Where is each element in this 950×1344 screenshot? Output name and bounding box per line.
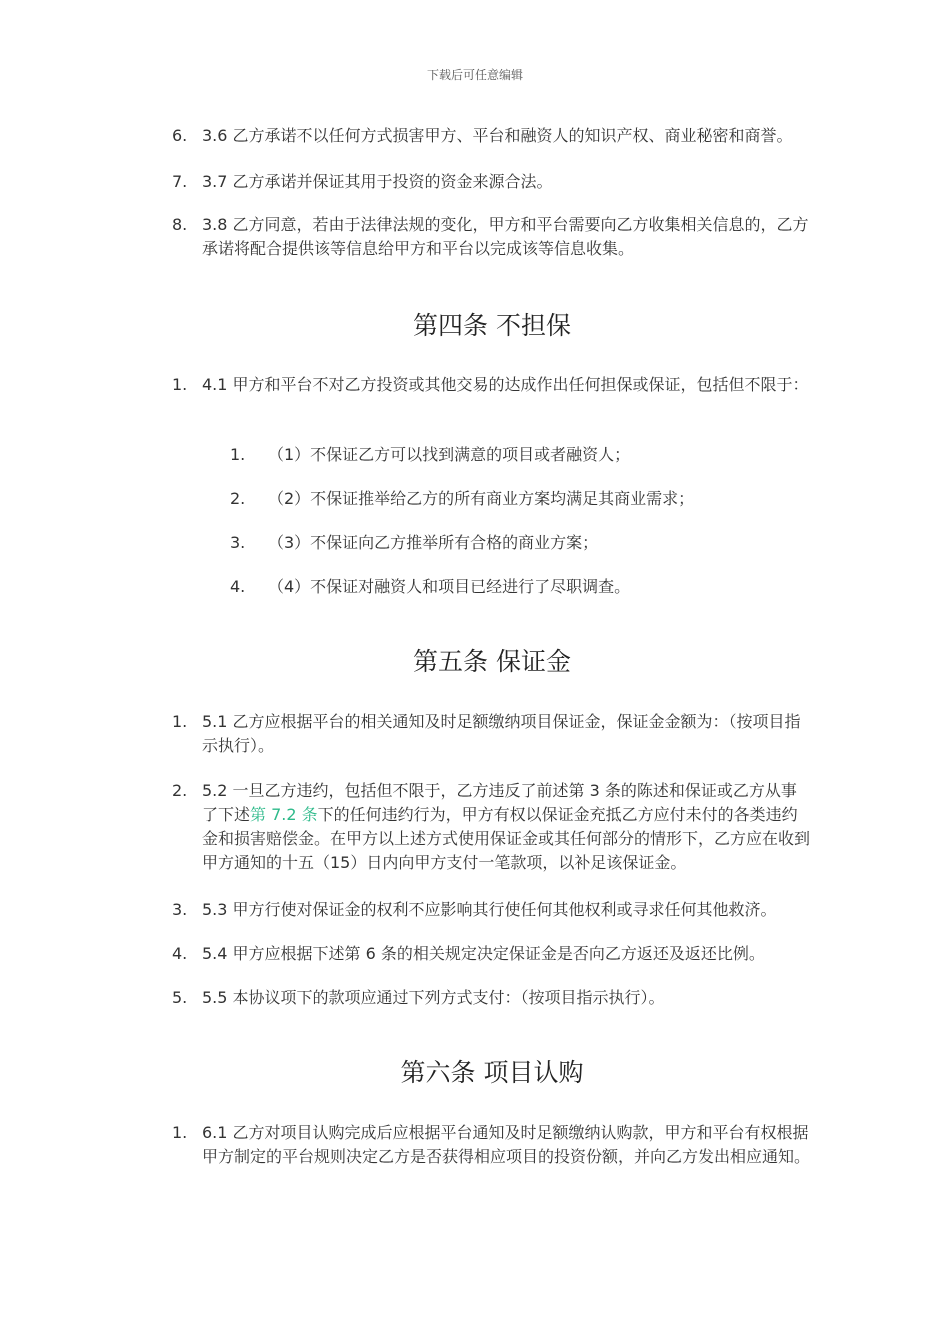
list-text bbox=[202, 779, 812, 875]
list-text: （1）不保证乙方可以找到满意的项目或者融资人； bbox=[268, 445, 631, 464]
list-number: 2. bbox=[230, 489, 246, 508]
list-text: （2）不保证推举给乙方的所有商业方案均满足其商业需求； bbox=[268, 489, 695, 508]
list-text: 5.1 乙方应根据平台的相关通知及时足额缴纳项目保证金，保证金金额为：（按项目指示执行）。 bbox=[202, 712, 801, 755]
list-number: 3. bbox=[172, 900, 188, 919]
list-text: 5.3 甲方行使对保证金的权利不应影响其行使任何其他权利或寻求任何其他救济。 bbox=[202, 900, 777, 919]
list-number: 5. bbox=[172, 988, 188, 1007]
list-text: 5.4 甲方应根据下述第 6 条的相关规定决定保证金是否向乙方返还及返还比例。 bbox=[202, 944, 765, 963]
section-heading-6: 第六条 项目认购 bbox=[400, 1058, 584, 1087]
list-number: 1. bbox=[172, 1123, 188, 1142]
list-text: 5.5 本协议项下的款项应通过下列方式支付：（按项目指示执行）。 bbox=[202, 988, 665, 1007]
list-text: 3.6 乙方承诺不以任何方式损害甲方、平台和融资人的知识产权、商业秘密和商誉。 bbox=[202, 126, 793, 145]
list-number: 2. bbox=[172, 781, 188, 800]
clause-text-after: 下的任何违约行为，甲方有权以保证金充抵乙方应付未付的各类违约金和损害赔偿金。在甲方以上述方式使用保证金或其任何部分的情形下，乙方应在收到甲方通知的十五（15）日内向甲方支付一笔款项，以补足该保证金。 bbox=[202, 805, 811, 872]
list-number: 7. bbox=[172, 172, 188, 191]
list-text: （4）不保证对融资人和项目已经进行了尽职调查。 bbox=[268, 577, 631, 596]
list-text: 3.7 乙方承诺并保证其用于投资的资金来源合法。 bbox=[202, 172, 553, 191]
list-number: 8. bbox=[172, 215, 188, 234]
list-text: 6.1 乙方对项目认购完成后应根据平台通知及时足额缴纳认购款，甲方和平台有权根据甲方制定的平台规则决定乙方是否获得相应项目的投资份额，并向乙方发出相应通知。 bbox=[202, 1123, 811, 1166]
clause-text-before: 5.2 一旦乙方违约，包括但不限于，乙方违反了前述第 3 条的陈述和保证或乙方从事了下述 bbox=[202, 781, 797, 824]
section-heading-5: 第五条 保证金 bbox=[413, 647, 571, 676]
list-text: 3.8 乙方同意，若由于法律法规的变化，甲方和平台需要向乙方收集相关信息的，乙方承诺将配合提供该等信息给甲方和平台以完成该等信息收集。 bbox=[202, 215, 809, 258]
list-number: 1. bbox=[172, 375, 188, 394]
list-number: 1. bbox=[172, 712, 188, 731]
header-note: 下载后可任意编辑 bbox=[426, 68, 523, 82]
section-heading-4: 第四条 不担保 bbox=[413, 311, 571, 340]
list-text: 4.1 甲方和平台不对乙方投资或其他交易的达成作出任何担保或保证，包括但不限于： bbox=[202, 375, 809, 394]
list-number: 1. bbox=[230, 445, 246, 464]
list-number: 4. bbox=[230, 577, 246, 596]
list-text: （3）不保证向乙方推举所有合格的商业方案； bbox=[268, 533, 599, 552]
list-number: 3. bbox=[230, 533, 246, 552]
clause-7-2-link[interactable]: 第 7.2 条 bbox=[250, 805, 318, 824]
list-number: 6. bbox=[172, 126, 188, 145]
list-number: 4. bbox=[172, 944, 188, 963]
